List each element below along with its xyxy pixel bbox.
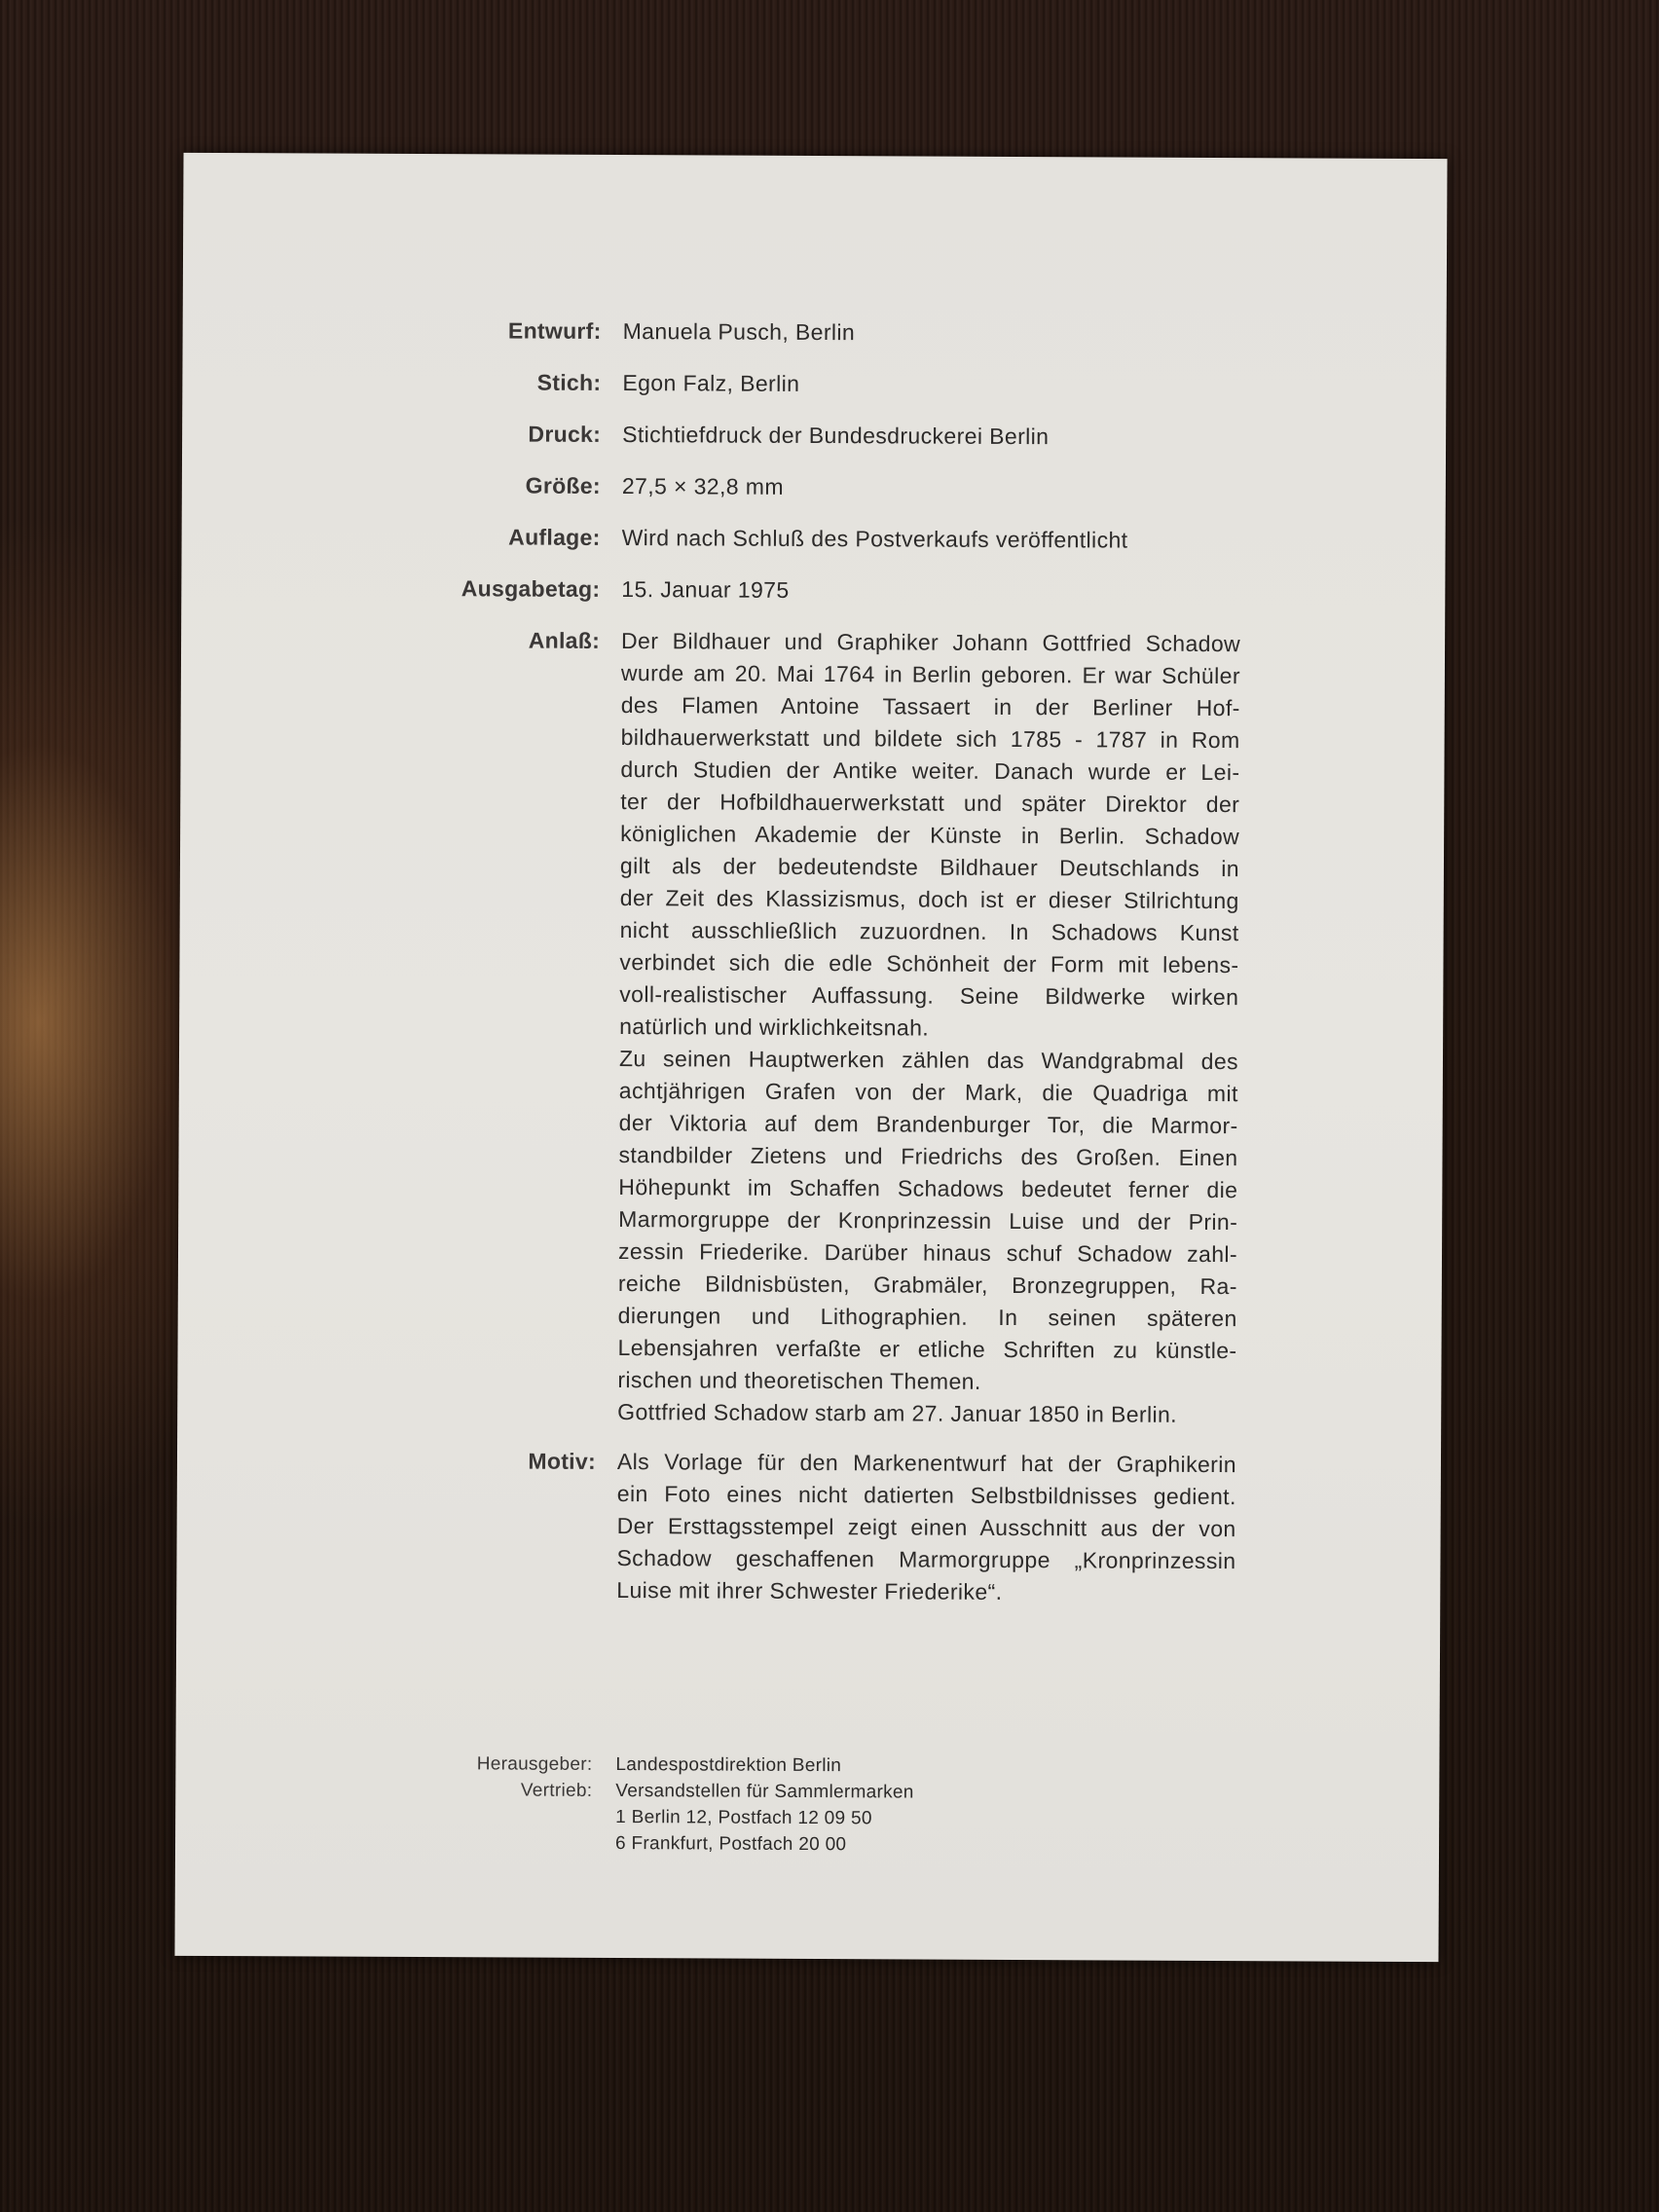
text-line: zessin Friederike. Darüber hinaus schuf Schadow zahl- xyxy=(617,1238,1238,1268)
footer-line: Versandstellen für Sammlermarken xyxy=(615,1781,914,1803)
text-line: Als Vorlage für den Markenentwurf hat der Graphikerin xyxy=(616,1449,1237,1478)
text-line: Gottfried Schadow starb am 27. Januar 1850 in Berlin. xyxy=(617,1399,1178,1427)
text-line: verbindet sich die edle Schönheit der Form mit lebens- xyxy=(619,949,1239,978)
text-line: bildhauerwerkstatt und bildete sich 1785 - 1787 in Rom xyxy=(620,724,1240,754)
text-line: durch Studien der Antike weiter. Danach wurde er Lei- xyxy=(620,756,1240,786)
field-label: Größe: xyxy=(525,472,601,498)
publisher-footer xyxy=(175,1750,1440,1861)
field-label: Auflage: xyxy=(508,524,601,550)
info-card xyxy=(174,153,1447,1962)
field-label: Anlaß: xyxy=(528,627,601,653)
field-value: Stichtiefdruck der Bundesdruckerei Berlin xyxy=(622,422,1050,450)
footer-line: 6 Frankfurt, Postfach 20 00 xyxy=(615,1833,847,1856)
text-line: Der Ersttagsstempel zeigt einen Ausschnitt aus der von xyxy=(616,1513,1236,1542)
text-line: Lebensjahren verfaßte er etliche Schriften zu künstle- xyxy=(617,1335,1237,1364)
field-groesse xyxy=(182,468,1446,506)
footer-line: 1 Berlin 12, Postfach 12 09 50 xyxy=(615,1807,872,1829)
text-line: dierungen und Lithographien. In seinen späteren xyxy=(617,1303,1237,1332)
field-stich xyxy=(182,365,1446,403)
text-line: gilt als der bedeutendste Bildhauer Deutschlands in xyxy=(619,853,1240,882)
text-line: ter der Hofbildhauerwerkstatt und später Direktor der xyxy=(620,789,1240,818)
footer-value: Landespostdirektion Berlin xyxy=(615,1754,842,1777)
field-label: Entwurf: xyxy=(507,317,602,344)
text-line: Höhepunkt im Schaffen Schadows bedeutet ferner die xyxy=(618,1174,1238,1203)
text-line: nicht ausschließlich zuzuordnen. In Schadows Kunst xyxy=(619,917,1239,946)
text-line: achtjährigen Grafen von der Mark, die Quadriga mit xyxy=(618,1078,1238,1107)
text-line: königlichen Akademie der Künste in Berlin. Schadow xyxy=(620,821,1240,850)
field-value: Wird nach Schluß des Postverkaufs veröffentlicht xyxy=(621,525,1128,553)
field-label: Druck: xyxy=(528,421,602,447)
footer-vertrieb xyxy=(175,1776,1439,1861)
text-line: der Zeit des Klassizismus, doch ist er dieser Stilrichtung xyxy=(619,885,1239,914)
text-line: reiche Bildnisbüsten, Grabmäler, Bronzegruppen, Ra- xyxy=(617,1271,1237,1300)
text-line: Schadow geschaffenen Marmorgruppe „Kronprinzessin xyxy=(616,1545,1236,1574)
field-label: Motiv: xyxy=(528,1448,597,1474)
text-line: der Viktoria auf dem Brandenburger Tor, die Marmor- xyxy=(618,1110,1238,1139)
field-list xyxy=(176,313,1446,1610)
field-entwurf xyxy=(183,313,1447,351)
anlass-text xyxy=(617,625,1240,1431)
footer-label: Vertrieb: xyxy=(520,1780,593,1801)
text-line: voll-realistischer Auffassung. Seine Bildwerke wirken xyxy=(619,981,1239,1011)
footer-label: Herausgeber: xyxy=(476,1753,593,1775)
text-line: ein Foto eines nicht datierten Selbstbildnisses gedient. xyxy=(616,1481,1236,1510)
field-label: Ausgabetag: xyxy=(461,575,601,602)
text-line: Luise mit ihrer Schwester Friederike“. xyxy=(616,1577,1003,1604)
text-line: des Flamen Antoine Tassaert in der Berliner Hof- xyxy=(620,692,1240,721)
footer-value xyxy=(615,1778,914,1858)
text-line: Marmorgruppe der Kronprinzessin Luise und der Prin- xyxy=(618,1206,1238,1235)
field-auflage xyxy=(182,520,1446,558)
text-line: rischen und theoretischen Themen. xyxy=(617,1367,981,1394)
text-line: Der Bildhauer und Graphiker Johann Gottfried Schadow xyxy=(621,628,1241,657)
field-anlass xyxy=(177,623,1445,1432)
text-line: standbilder Zietens und Friedrichs des Großen. Einen xyxy=(618,1142,1238,1171)
text-line: wurde am 20. Mai 1764 in Berlin geboren. Er war Schüler xyxy=(620,660,1240,689)
text-line: Zu seinen Hauptwerken zählen das Wandgrabmal des xyxy=(618,1046,1239,1075)
text-line: natürlich und wirklichkeitsnah. xyxy=(619,1014,930,1041)
field-label: Stich: xyxy=(536,369,602,395)
field-motiv xyxy=(176,1444,1441,1610)
field-value: 27,5 × 32,8 mm xyxy=(621,473,784,499)
motiv-text xyxy=(616,1446,1236,1609)
field-druck xyxy=(182,417,1446,455)
field-value: Egon Falz, Berlin xyxy=(622,370,800,396)
field-value: 15. Januar 1975 xyxy=(621,576,790,603)
field-value: Manuela Pusch, Berlin xyxy=(622,318,856,346)
field-ausgabetag xyxy=(181,571,1445,609)
